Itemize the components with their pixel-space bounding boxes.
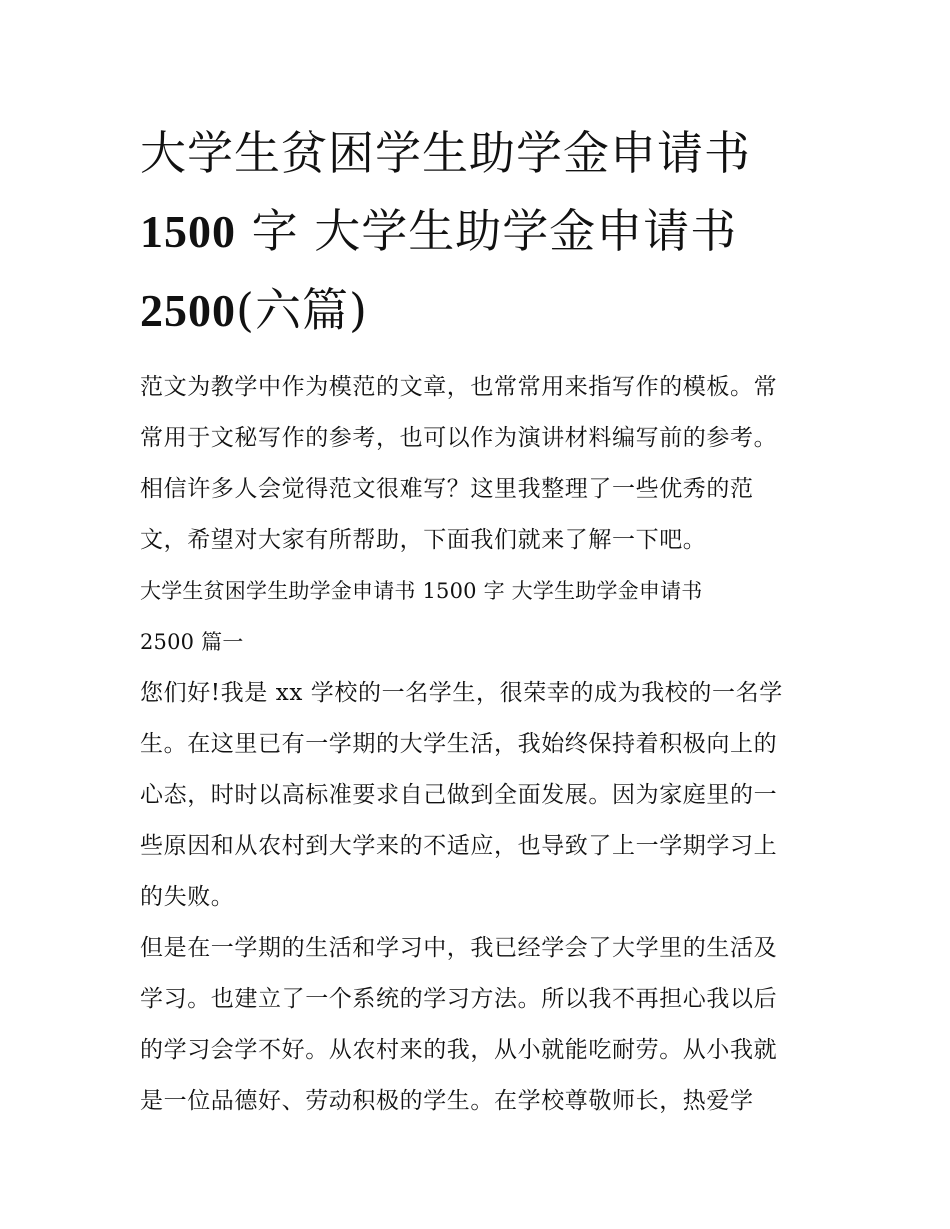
body-line: 您们好!我是 xx 学校的一名学生，很荣幸的成为我校的一名学 xyxy=(140,680,783,706)
intro-line: 相信许多人会觉得范文很难写？这里我整理了一些优秀的范 xyxy=(140,476,754,502)
title-number-1500: 1500 xyxy=(140,206,236,257)
section-heading-line: 2500 篇一 xyxy=(140,630,244,654)
document-content xyxy=(140,114,820,1127)
section-heading-line: 大学生贫困学生助学金申请书 1500 字 大学生助学金申请书 xyxy=(140,579,703,603)
body-line: 但是在一学期的生活和学习中，我已经学会了大学里的生活及 xyxy=(140,935,778,961)
intro-paragraph xyxy=(140,362,820,566)
title-line-3 xyxy=(140,271,820,350)
intro-line: 文，希望对大家有所帮助，下面我们就来了解一下吧。 xyxy=(140,527,707,553)
body-line: 的失败。 xyxy=(140,884,235,910)
title-line-1: 大学生贫困学生助学金申请书 xyxy=(140,126,751,180)
title-line-2-text: 字 大学生助学金申请书 xyxy=(236,204,738,258)
intro-line: 常用于文秘写作的参考，也可以作为演讲材料编写前的参考。 xyxy=(140,425,778,451)
body-line: 是一位品德好、劳动积极的学生。在学校尊敬师长，热爱学 xyxy=(140,1088,754,1114)
title-line-2 xyxy=(140,192,820,271)
section-heading xyxy=(140,566,820,668)
body-paragraph-2 xyxy=(140,923,820,1127)
title-line-3-text: (六篇) xyxy=(236,283,368,337)
body-line: 心态，时时以高标准要求自己做到全面发展。因为家庭里的一 xyxy=(140,782,778,808)
title-number-2500: 2500 xyxy=(140,285,236,336)
body-paragraph-1 xyxy=(140,668,820,923)
document-title xyxy=(140,114,820,350)
body-line: 生。在这里已有一学期的大学生活，我始终保持着积极向上的 xyxy=(140,731,778,757)
body-line: 学习。也建立了一个系统的学习方法。所以我不再担心我以后 xyxy=(140,986,778,1012)
body-line: 的学习会学不好。从农村来的我，从小就能吃耐劳。从小我就 xyxy=(140,1037,778,1063)
body-line: 些原因和从农村到大学来的不适应，也导致了上一学期学习上 xyxy=(140,833,778,859)
intro-line: 范文为教学中作为模范的文章，也常常用来指写作的模板。常 xyxy=(140,374,778,400)
